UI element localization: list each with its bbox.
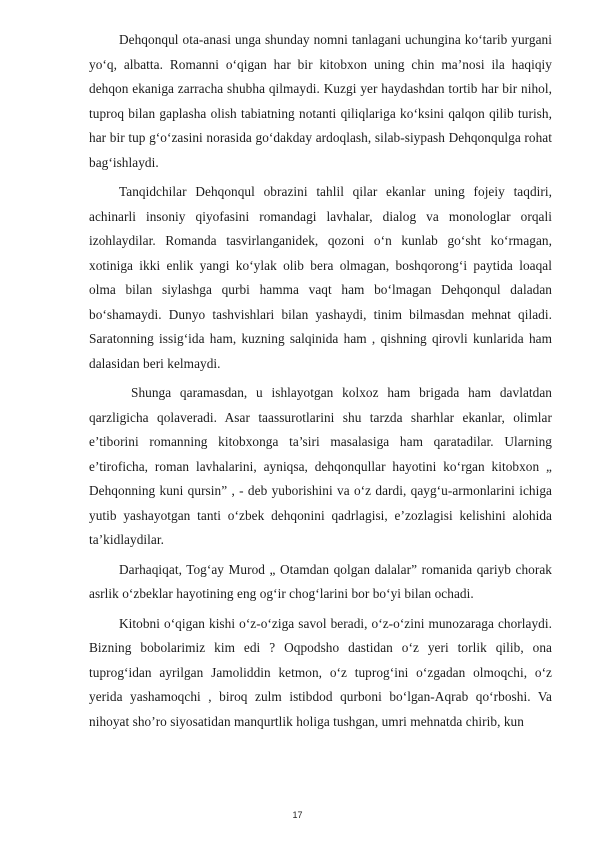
- paragraph-4: Darhaqiqat, Tog‘ay Murod „ Otamdan qolgan dalalar” romanida qariyb chorak asrlik o‘zbeklar hayotining eng og‘ir chog‘larini bor bo‘yi bilan ochadi.: [89, 561, 552, 601]
- document-page: [89, 28, 552, 739]
- paragraph-2: Tanqidchilar Dehqonqul obrazini tahlil qilar ekanlar uning fojeiy taqdiri, achinarli insoniy qiyofasini romandagi lavhalar, dialog va monologlar orqali izohlaydilar. Romanda tasvirlanganidek, qozoni o‘n kunlab go‘sht ko‘rmagan, xotiniga ikki enlik yangi ko‘ylak olib bera olmagan, boshqorong‘i paytida loaqal olma bilan siylashga qurbi hamma vaqt ham bo‘lmagan Dehqonqul daladan bo‘shamaydi. Dunyo tashvishlari bilan yashaydi, tinim bilmasdan mehnat qiladi. Saratonning issig‘ida ham, kuzning salqinida ham , qishning qirovli kunlarida ham dalasidan beri kelmaydi.: [89, 184, 552, 371]
- paragraph-1: Dehqonqul ota-anasi unga shunday nomni tanlagani uchungina ko‘tarib yurgani yo‘q, albatta. Romanni o‘qigan har bir kitobxon uning chin ma’nosi ila haqiqiy dehqon ekaniga zarracha shubha qilmaydi. Kuzgi yer haydashdan tortib har bir nihol, tuproq bilan gaplasha olish tabiatning notanti qiliqlariga ko‘ksini qalqon qilib turish, har bir tup g‘o‘zasini norasida go‘dakday ardoqlash, silab-siypash Dehqonqulga rohat bag‘ishlaydi.: [89, 32, 552, 170]
- paragraph-5: Kitobni o‘qigan kishi o‘z-o‘ziga savol beradi, o‘z-o‘zini munozaraga chorlaydi. Bizning bobolarimiz kim edi ? Oqpodsho dastidan o‘z yeri torlik qilib, ona tuprog‘idan ayrilgan Jamoliddin ketmon, o‘z tuprog‘ini o‘zgadan olmoqchi, o‘z yerida yashamoqchi , biroq zulm istibdod qurboni bo‘lgan-Aqrab qo‘rboshi. Va nihoyat sho’ro siyosatidan manqurtlik holiga tushgan, umri mehnatda chirib, kun: [89, 615, 552, 729]
- paragraph-3: Shunga qaramasdan, u ishlayotgan kolxoz ham brigada ham davlatdan qarzligicha qolaveradi. Asar taassurotlarini shu tarzda sharhlar ekanlar, olimlar e’tiborini romanning kitobxonga ta’siri masalasiga ham qaratadilar. Ularning e’tiroficha, roman lavhalarini, ayniqsa, dehqonqullar hayotini ko‘rgan kitobxon „ Dehqonning kuni qursin” , - deb yuborishini va o‘z dardi, qayg‘u-armonlarini ichiga yutib yashayotgan tanti o‘zbek dehqonini qadrlagisi, e’zozlagisi kelishini alohida ta’kidlaydilar.: [89, 385, 552, 547]
- page-number: 17: [292, 810, 303, 820]
